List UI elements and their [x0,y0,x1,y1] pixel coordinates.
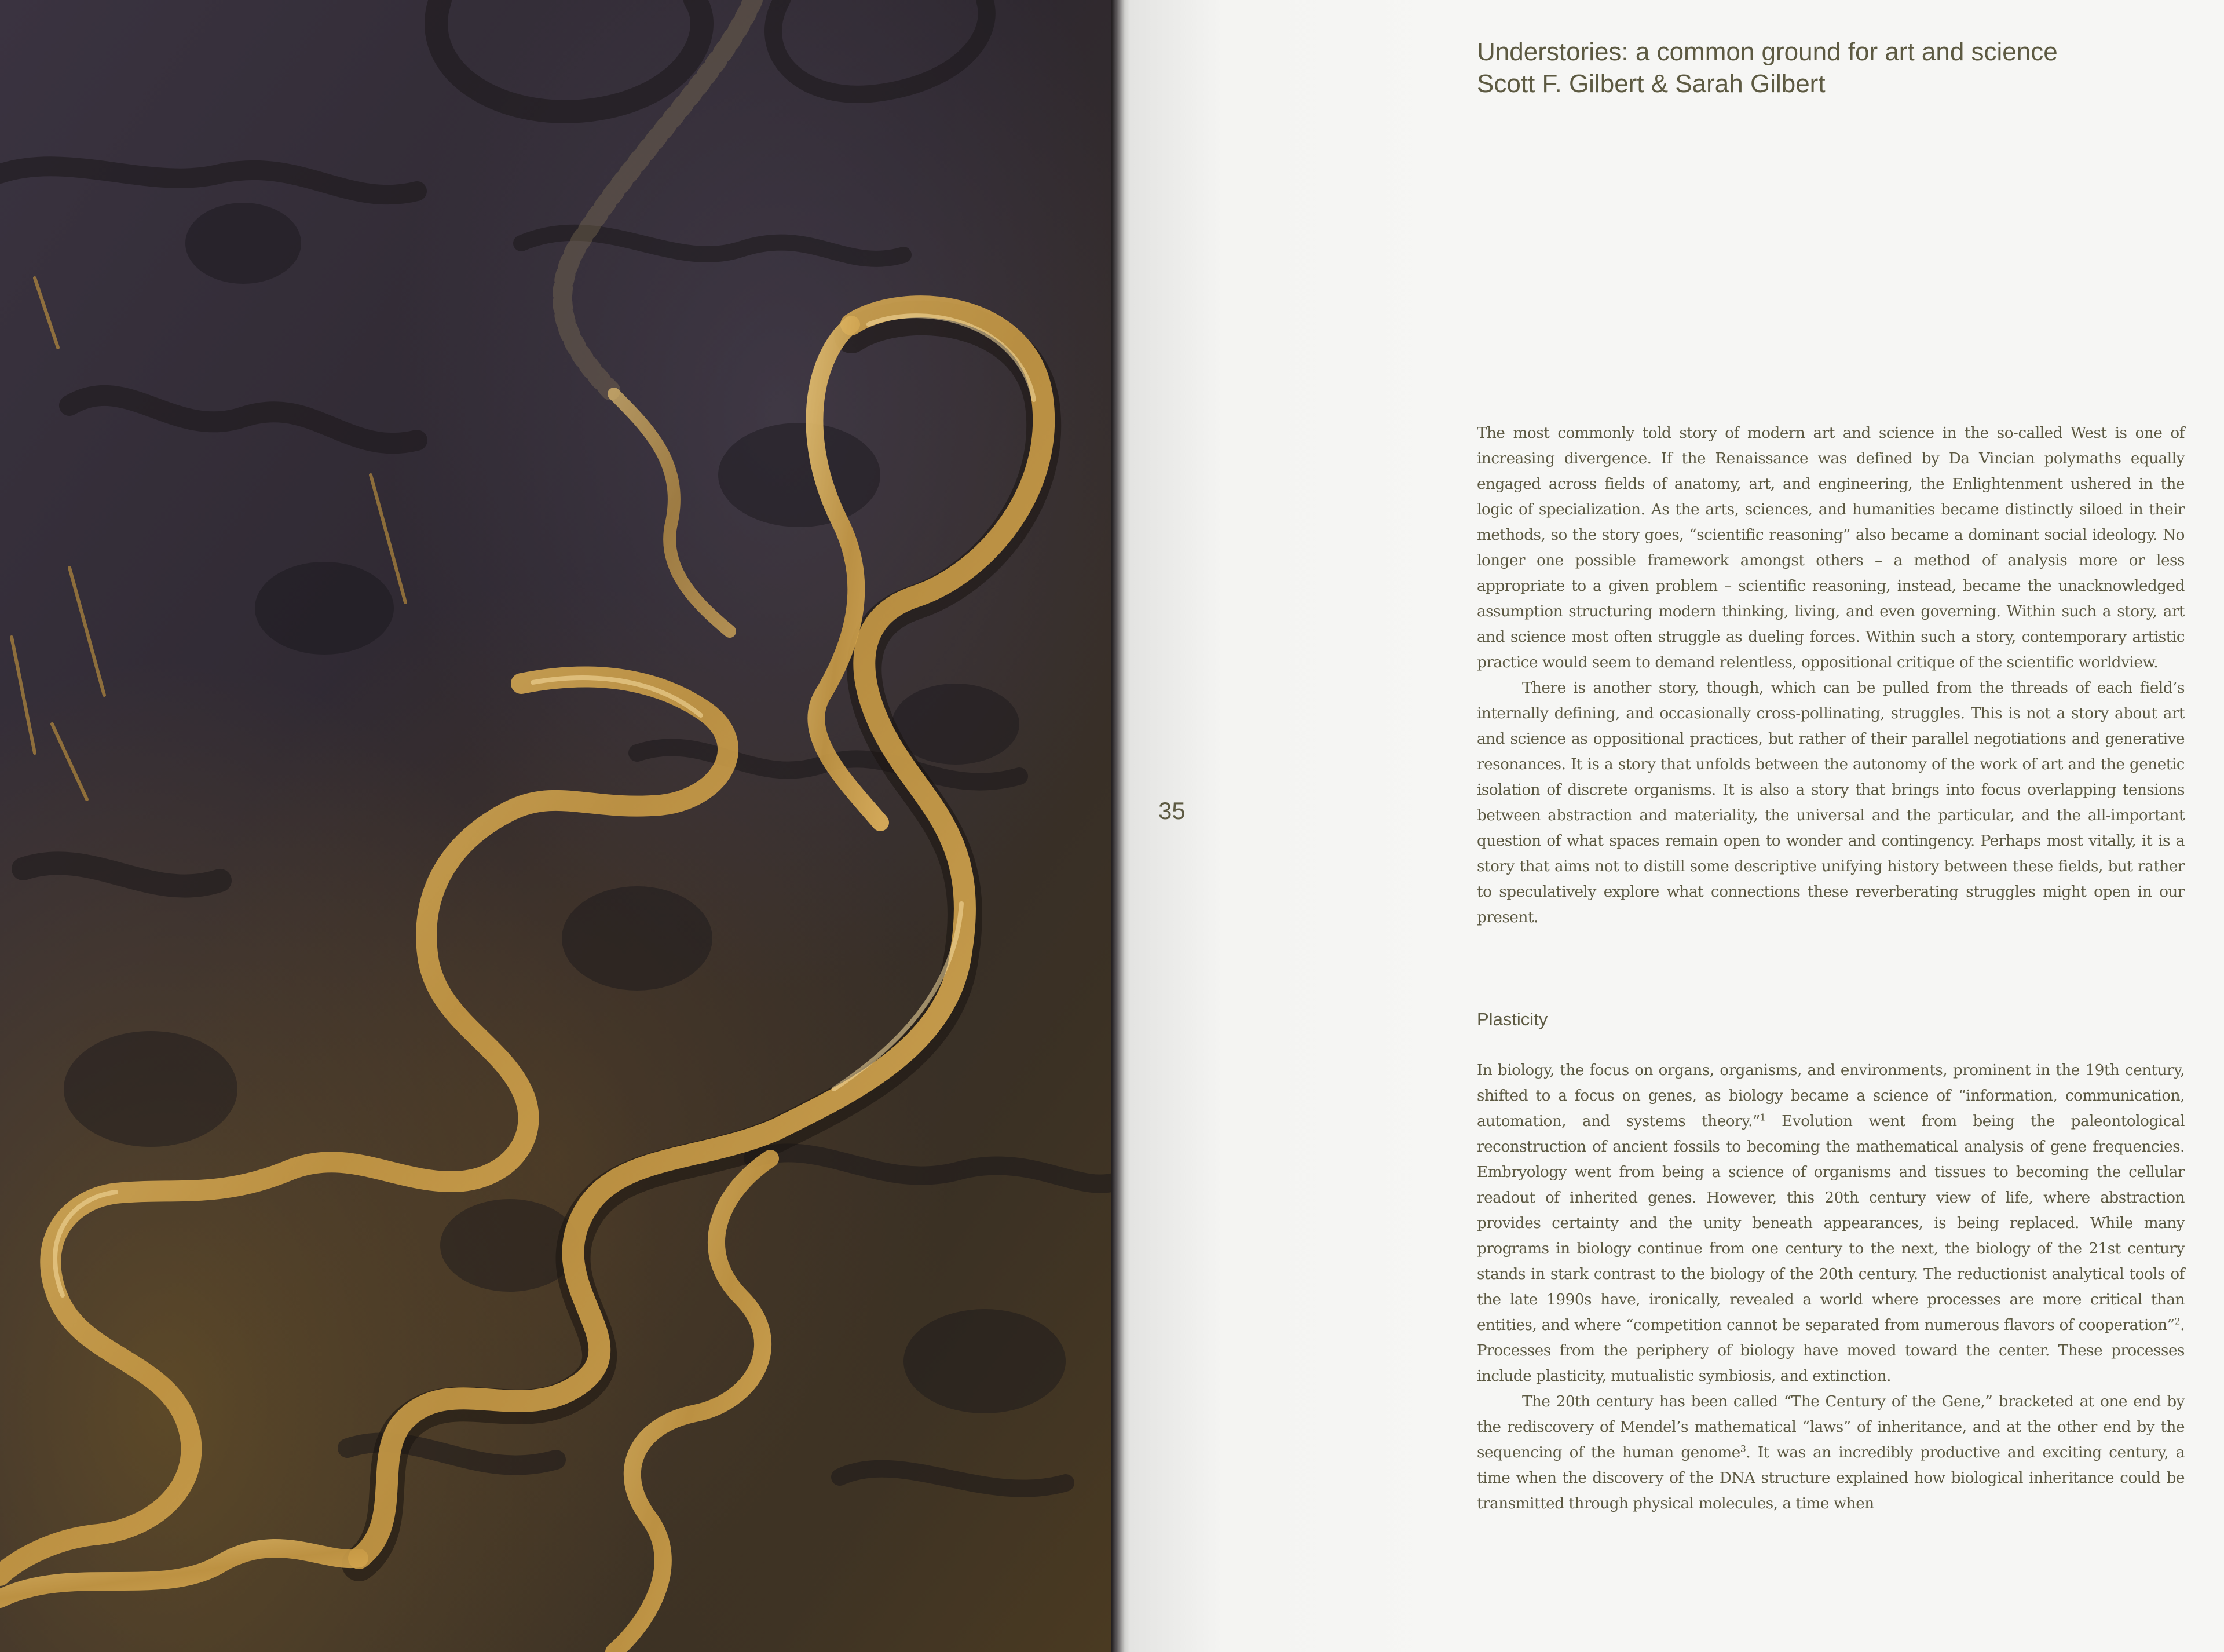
article-authors: Scott F. Gilbert & Sarah Gilbert [1477,70,1826,98]
section-text [1477,1058,2185,1516]
section-heading: Plasticity [1477,1009,1548,1029]
page-number: 35 [1158,797,1186,824]
intro-paragraph-1: The most commonly told story of modern art and science in the so-called West is one of increasing divergence. If the Renaissance was defined by Da Vincian polymaths equally engaged across fields of anatomy, art, and engineering, the Enlightenment ushered in the logic of specialization. As the arts, sciences, and humanities became distinctly siloed in their methods, so the story goes, “scientific reasoning” also became a dominant social ideology. No longer one possible framework amongst others – a method of analysis more or less appropriate to a given problem – scientific reasoning, instead, became the unacknowledged assumption structuring modern thinking, living, and even governing. Within such a story, art and science most often struggle as dueling forces. Within such a story, contemporary artistic practice would seem to demand relentless, oppositional critique of the scientific worldview. [1477,425,2185,671]
footnote-ref-3: 3 [1740,1443,1746,1454]
intro-paragraph-2: There is another story, though, which can be pulled from the threads of each field’s internally defining, and occasionally cross-pollinating, struggles. This is not a story about art and science as oppositional practices, but rather of their parallel negotiations and generative resonances. It is a story that unfolds between the autonomy of the work of art and the genetic isolation of discrete organisms. It is also a story that brings into focus overlapping tensions between abstraction and materiality, the universal and the particular, and the all-important question of what spaces remain open to wonder and contingency. Perhaps most vitally, it is a story that aims not to distill some descriptive unifying history between these fields, but rather to speculatively explore what connections these reverberating struggles might open in our present. [1477,679,2185,926]
section-paragraph-1-part-a: In biology, the focus on organs, organisms, and environments, prominent in the 19th century, shifted to a focus on genes, as biology became a science of “information, communication, automation, and systems theory.” [1477,1062,2185,1130]
footnote-ref-1: 1 [1760,1112,1766,1123]
article-title: Understories: a common ground for art and science [1477,38,2058,66]
section-paragraph-1 [1477,1058,2185,1389]
footnote-ref-2: 2 [2174,1315,2181,1327]
section-paragraph-2-part-b: . It was an incredibly productive and exciting century, a time when the discovery of the DNA structure explained how biological inheritance could be transmitted through physical molecules, a time when [1477,1444,2185,1512]
section-paragraph-2-part-a: The 20th century has been called “The Century of the Gene,” bracketed at one end by the rediscovery of Mendel’s mathematical “laws” of inheritance, and at the other end by the sequencing of the human genome [1477,1393,2185,1461]
section-paragraph-2 [1477,1389,2185,1516]
section-paragraph-1-part-b: Evolution went from being the paleontological reconstruction of ancient fossils to becoming the mathematical analysis of gene frequencies. Embryology went from being a science of organisms and tissues to becoming the cellular readout of inherited genes. However, this 20th century view of life, where abstraction provides certainty and the unity beneath appearances, is being replaced. While many programs in biology continue from one century to the next, the biology of the 21st century stands in stark contrast to the biology of the 20th century. The reductionist analytical tools of the late 1990s have, ironically, revealed a world where processes are more critical than entities, and where “competition cannot be separated from numerous flavors of cooperation” [1477,1113,2185,1334]
section-paragraph-1-part-c: . Processes from the periphery of biology have moved toward the center. These processes include plasticity, mutualistic symbiosis, and extinction. [1477,1317,2185,1385]
intro-text [1477,421,2185,930]
article-header [1477,36,2172,100]
